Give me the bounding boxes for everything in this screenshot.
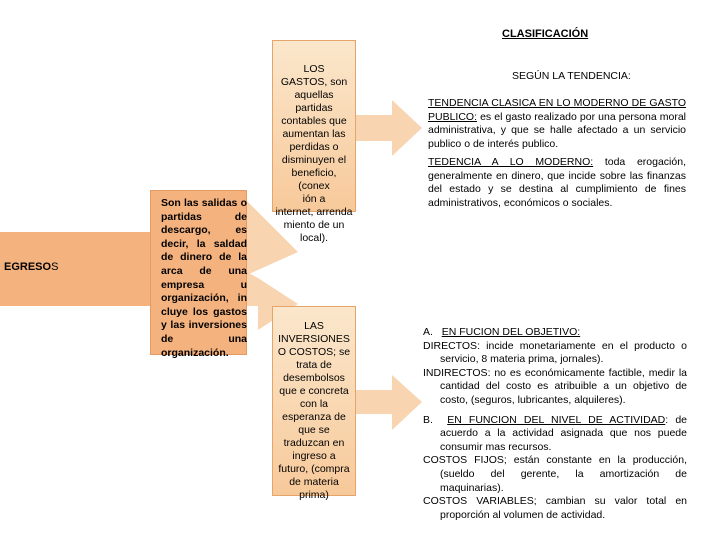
tendencia-moderno — [428, 156, 686, 210]
inversiones-text — [275, 320, 353, 502]
objetivo-prefix: A. — [423, 326, 442, 338]
gastos-box — [272, 40, 356, 244]
inversiones-line: de materia — [289, 476, 339, 488]
tendencia-section — [428, 97, 686, 210]
actividad-heading-rest: : de acuerdo a la actividad asignada que nos puede consumir mas recursos. — [440, 413, 687, 453]
inversiones-line: ingreso a — [292, 450, 336, 462]
actividad-prefix: B. — [423, 413, 448, 426]
costos-fijos-text: COSTOS FIJOS; están constante en la producción, (sueldo del gerente, la amortización de maquinarias). — [423, 454, 687, 494]
gastos-line: GASTOS, son — [280, 76, 348, 88]
egresos-label-bold: EGRESO — [4, 261, 52, 273]
objetivo-heading — [423, 326, 687, 340]
gastos-line: LOS — [303, 63, 325, 75]
gastos-text — [275, 63, 353, 245]
inversiones-line: desembolsos — [283, 372, 345, 384]
actividad-heading-text: EN FUNCION DEL NIVEL DE ACTIVIDAD — [447, 413, 666, 426]
directos-text: DIRECTOS: incide monetariamente en el producto o servicio, 8 materia prima, jornales). — [423, 339, 687, 366]
gastos-line: miento de un — [283, 219, 345, 231]
costos-variables-text: COSTOS VARIABLES; cambian su valor total en proporción al volumen de actividad. — [423, 495, 687, 521]
egresos-label-rest: S — [51, 261, 59, 273]
inversiones-line: INVERSIONES — [278, 333, 350, 345]
tendencia-moderno-heading: TEDENCIA A LO MODERNO: — [428, 156, 594, 168]
tendencia-clasica-heading: TENDENCIA CLASICA EN LO MODERNO DE GASTO PUBLICO: — [428, 97, 686, 123]
inversiones-line: trata de — [296, 359, 332, 371]
inversiones-line: que e concreta — [279, 385, 349, 397]
indirectos-text: INDIRECTOS: no es económicamente factible, medir la cantidad del costo es atribuible a un objetivo de costo, (seguros, lubricantes, alquileres). — [423, 366, 687, 406]
inversiones-box — [272, 306, 356, 501]
inversiones-line: futuro, (compra — [278, 463, 350, 475]
actividad-heading — [423, 414, 687, 455]
tendencia-moderno-body: toda erogación, generalmente en dinero, que incide sobre las finanzas del estado y se destina al cumplimiento de fines administrativos, económicos o sociales. — [428, 156, 686, 209]
gastos-line: disminuyen el — [281, 154, 347, 166]
inversiones-line: traduzcan en — [283, 437, 345, 449]
segun-tendencia-heading: SEGÚN LA TENDENCIA: — [512, 70, 631, 82]
objetivo-heading-text: EN FUCION DEL OBJETIVO: — [441, 326, 581, 338]
definition-text: Son las salidas o partidas de descargo, es decir, la saldad de dinero de la arca de una empresa u organización, in cluye los gastos y las inversiones de una organización. — [161, 197, 247, 359]
gastos-line: aquellas partidas — [294, 89, 334, 114]
tendencia-clasica-body: es el gasto realizado por una persona moral administrativa, y que se halle afectado a un servicio publico o de interés publico. — [428, 110, 686, 150]
gastos-line: internet, arrenda — [275, 206, 353, 218]
gastos-line: ión a — [302, 193, 326, 205]
costos-section — [423, 326, 687, 522]
arrow-to-tendencia — [356, 100, 422, 156]
inversiones-line: que se — [298, 424, 330, 436]
gastos-line: contables que — [281, 115, 347, 127]
tendencia-clasica — [428, 97, 686, 151]
arrow-to-objetivo — [356, 375, 422, 430]
inversiones-line: con la — [299, 398, 329, 410]
inversiones-line: O COSTOS; se — [277, 346, 351, 358]
inversiones-line: esperanza de — [282, 411, 346, 423]
gastos-line: aumentan las — [282, 128, 346, 140]
definition-box — [150, 190, 247, 359]
gastos-line: perdidas o — [289, 141, 339, 153]
egresos-box — [0, 232, 158, 306]
gastos-line: beneficio, (conex — [291, 167, 337, 192]
clasificacion-title: CLASIFICACIÓN — [502, 28, 589, 40]
egresos-label — [4, 261, 58, 273]
gastos-line: local). — [299, 232, 328, 244]
inversiones-line: LAS — [304, 320, 324, 332]
inversiones-line: prima) — [299, 489, 329, 501]
